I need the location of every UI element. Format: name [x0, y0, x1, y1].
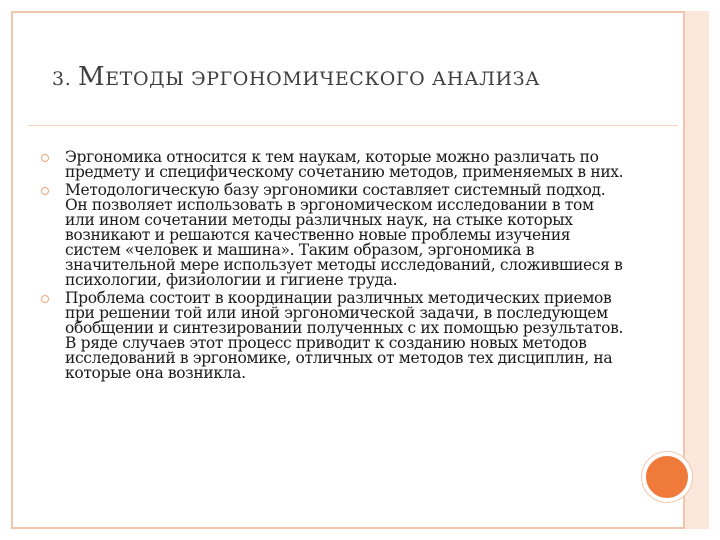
circle-bullet-icon	[41, 187, 49, 195]
bullet-list	[40, 150, 625, 384]
circle-bullet-icon	[41, 295, 49, 303]
orange-circle-decoration	[642, 452, 692, 502]
title-rest: ЕТОДЫ ЭРГОНОМИЧЕСКОГО АНАЛИЗА	[105, 68, 541, 90]
bullet-item	[40, 150, 625, 180]
slide-title	[52, 62, 652, 92]
title-prefix: 3.	[52, 68, 78, 90]
bullet-item	[40, 183, 625, 288]
right-decor-line	[683, 11, 685, 529]
title-divider	[28, 125, 678, 126]
bullet-text: Методологическую базу эргономики составляет системный подход. Он позволяет использовать в эргономическом исследовании в том или ином сочетании методы различных наук, на стыке которых возникают и решаются качественно новые проблемы изучения систем «человек и машина». Таким образом, эргономика в значительной мере использует методы исследований, сложившиеся в психологии, физиологии и гигиене труда.	[65, 181, 623, 289]
bullet-text: Эргономика относится к тем наукам, которые можно различать по предмету и специфическому сочетанию методов, применяемых в них.	[65, 148, 624, 181]
bullet-item	[40, 291, 625, 381]
circle-bullet-icon	[41, 154, 49, 162]
right-decor-band	[683, 11, 709, 529]
bullet-text: Проблема состоит в координации различных методических приемов при решении той или иной эргономической задачи, в последующем обобщении и синтезировании полученных с их помощью результатов. В ряде случаев этот процесс приводит к созданию новых методов исследований в эргономике, отличных от методов тех дисциплин, на которые она возникла.	[65, 289, 624, 382]
title-first-letter: М	[77, 62, 106, 92]
